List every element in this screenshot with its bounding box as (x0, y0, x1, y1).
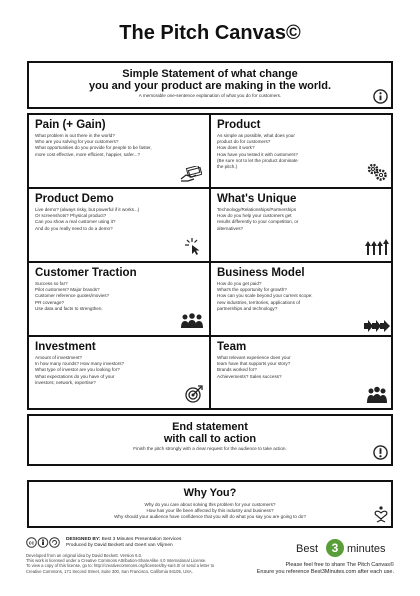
cell-line: Brands worked for? (217, 367, 257, 373)
cell-heading: Pain (+ Gain) (35, 119, 106, 131)
end-statement-subtitle: Finish the pitch strongly with a clear request for the audience to take action. (133, 446, 287, 451)
team-icon (366, 386, 388, 404)
cell-line: How have you tested it with customers? (217, 151, 298, 157)
share-text-1: Please feel free to share The Pitch Canvas© (285, 562, 394, 568)
simple-statement-subtitle: A memorable one-sentence explanation of what you do for customers. (138, 93, 282, 98)
license-text (26, 553, 276, 574)
cell-line: As simple as possible, what does your (217, 133, 295, 138)
cell-heading: Business Model (217, 267, 305, 279)
cell-line: investors; network, expertise? (35, 379, 96, 385)
simple-statement-box (27, 61, 393, 109)
cell-line: How does it work? (217, 145, 255, 151)
cell-line: What relevant experience does your (217, 355, 291, 360)
simple-statement-heading-2: you and your product are making in the world. (88, 80, 332, 92)
produced-by: Produced by David Beckett and Geert van Vlijmen (66, 543, 173, 548)
heart-hand-icon (373, 505, 389, 523)
simple-statement-heading-1: Simple Statement of what change (122, 68, 298, 80)
arrows-up-icon (365, 239, 389, 255)
investment-cell (29, 337, 209, 409)
cell-line: And do you really need to do a demo? (35, 225, 113, 231)
cell-line: Can you show a real customer using it? (35, 219, 116, 225)
team-cell (211, 337, 391, 409)
best3minutes-logo (296, 539, 396, 559)
why-you-line: How has your life been affected by this industry and business? (146, 508, 274, 514)
gears-icon (366, 162, 388, 182)
cell-heading: Product Demo (35, 193, 114, 205)
cell-line: How do you help your customers get (217, 213, 292, 219)
cell-heading: Investment (35, 341, 96, 353)
whats-unique-cell (211, 189, 391, 261)
share-text-2: Ensure you reference Best3Minutes.com after each use. (256, 569, 394, 575)
why-you-line: Why should your audience have confidence that you will do what you say you are going to do? (114, 514, 306, 520)
cell-heading: Customer Traction (35, 267, 137, 279)
product-demo-cell (29, 189, 209, 261)
cell-line: Who are you solving for your customers? (35, 139, 119, 145)
target-icon (185, 385, 203, 403)
logo-number-circle (326, 539, 344, 557)
page-title: The Pitch Canvas© (119, 22, 301, 44)
cell-line: Or screenshots? Physical product? (35, 213, 107, 219)
license-line: Creative Commons, 171 Second Street, Suite 300, San Francisco, California 94105, USA. (26, 568, 193, 574)
logo-word-minutes: minutes (347, 543, 386, 555)
product-cell (211, 115, 391, 187)
cell-line: partnerships and technology? (217, 305, 278, 311)
license-line: To view a copy of this license, go to: http://creativecommons.org/licenses/by-sa/4.0/ or send a letter to (26, 563, 215, 569)
why-you-line: Why do you care about solving this problem for your customers? (144, 502, 276, 507)
logo-number: 3 (331, 541, 339, 555)
cell-line: What opportunities do you provide for people to be faster, (35, 145, 152, 151)
cell-heading: Product (217, 119, 261, 131)
money-hand-icon (180, 166, 202, 182)
designed-by-label: DESIGNED BY: (66, 537, 101, 542)
designed-by-value: Best 3 Minutes Presentation Services (101, 537, 182, 542)
end-statement-box (27, 414, 393, 466)
cell-line: Amount of investment? (35, 355, 82, 360)
why-you-heading: Why You? (183, 487, 237, 499)
people-icon (180, 313, 204, 329)
cell-line: In how many rounds? How many investors? (35, 361, 125, 367)
svg-text:cc: cc (28, 540, 35, 547)
cell-heading: Team (217, 341, 247, 353)
cell-line: Technology/Relationships/Partnerships (217, 207, 297, 212)
cell-line: alternatives? (217, 225, 244, 231)
info-icon (373, 89, 388, 104)
cell-line: product do for customers? (217, 139, 271, 145)
end-statement-heading-1: End statement (172, 421, 248, 433)
why-you-box (27, 480, 393, 528)
exclamation-icon (373, 445, 388, 460)
cell-line: the pitch.) (217, 164, 238, 170)
license-line: Developed from an original idea by David Beckett. Version 6.0. (26, 553, 143, 558)
cell-line: new industries, territories, applications of (217, 299, 300, 305)
arrows-right-icon (364, 320, 390, 332)
cell-line: (Be sure not to let the product dominate (217, 157, 298, 163)
cell-line: Use data and facts to strengthen. (35, 305, 103, 311)
cell-line: How can you scale beyond your current scope: (217, 293, 313, 299)
cell-line: Success so far? (35, 281, 68, 286)
cursor-click-icon (184, 237, 202, 255)
cell-line: PR coverage? (35, 299, 65, 305)
cell-heading: What's Unique (217, 193, 297, 205)
cell-line: What's the opportunity for growth? (217, 287, 287, 293)
cell-line: team have that supports your story? (217, 361, 291, 367)
cell-line: results differently to your competition, or (217, 219, 299, 225)
cell-line: Customer reference quotes/movies? (35, 293, 110, 299)
cell-line: more cost effective, more efficient, happier, safer...? (35, 151, 141, 157)
designed-by (66, 537, 181, 542)
creative-commons-icon (26, 537, 60, 548)
cell-line: Achievements? Sales success? (217, 373, 282, 379)
cell-line: What problem is out there in the world? (35, 133, 115, 138)
end-statement-heading-2: with call to action (163, 433, 257, 445)
cell-line: Pilot customers? Major brands? (35, 287, 100, 293)
cell-line: What type of investor are you looking for? (35, 367, 120, 373)
cell-line: Live demo? (always risky, but powerful if it works...) (35, 207, 140, 212)
cell-line: What expectations do you have of your (35, 373, 115, 379)
license-line: This work is licensed under a Creative Commons Attribution-ShareAlike 4.0 International License. (26, 558, 207, 564)
cell-line: How do you get paid? (217, 281, 262, 286)
logo-word-best: Best (296, 543, 319, 555)
